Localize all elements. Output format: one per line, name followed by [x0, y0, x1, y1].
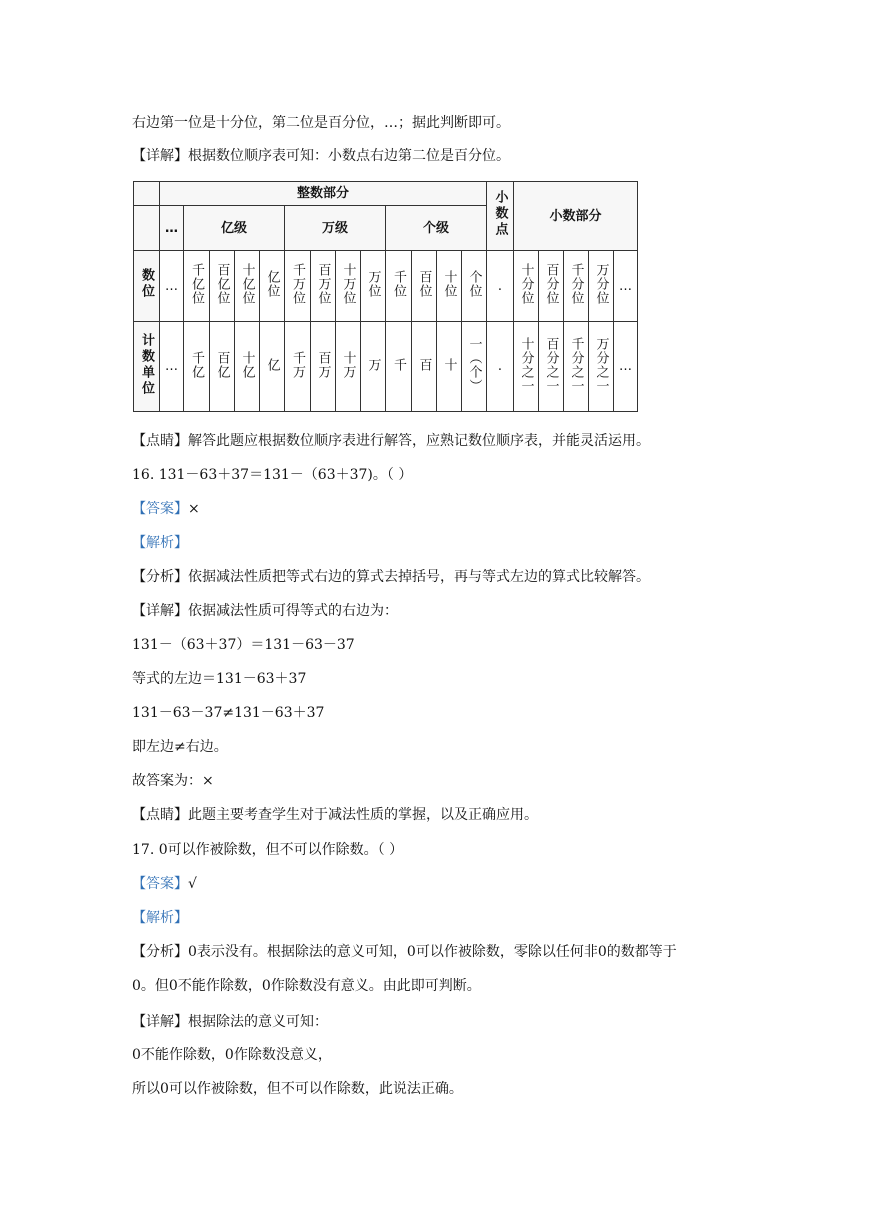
detail-text: 根据数位顺序表可知：小数点右边第二位是百分位。 — [188, 148, 510, 164]
tip-text: 解答此题应根据数位顺序表进行解答，应熟记数位顺序表，并能灵活运用。 — [188, 433, 650, 449]
place-cell: 千位 — [391, 270, 406, 298]
place-cell: 十万位 — [340, 263, 356, 305]
analysis-line-cont: 0。但0不能作除数，0作除数没有意义。由此即可判断。 — [132, 978, 481, 994]
analysis-tag: 【解析】 — [132, 910, 188, 926]
analysis-line — [132, 567, 650, 587]
detail-tag: 【详解】 — [132, 148, 188, 164]
detail-tag: 【详解】 — [132, 603, 188, 619]
unit-cell: 千亿 — [189, 350, 204, 379]
answer-line — [132, 874, 197, 894]
analysis-line — [132, 942, 677, 962]
step-line: 131－（63＋37）＝131－63－37 — [132, 637, 355, 653]
step-line: 即左边≠右边。 — [132, 739, 228, 755]
place-value-table — [133, 181, 638, 412]
place-cell: 百亿位 — [214, 263, 230, 305]
step-line: 故答案为：× — [132, 773, 214, 789]
decimal-place-cell: 万分位 — [593, 263, 609, 305]
tip-line — [132, 431, 650, 451]
detail-line — [132, 601, 398, 621]
decimal-place-cell: 千分位 — [568, 263, 584, 305]
detail-line — [132, 146, 510, 166]
question-17: 17. 0可以作被除数，但不可以作除数。（ ） — [132, 842, 404, 858]
row-label-place: 数位 — [139, 268, 154, 300]
unit-cell: 一（个） — [466, 336, 482, 393]
unit-cell: 百万 — [315, 350, 331, 379]
decimal-point-header: 小数点 — [492, 190, 508, 238]
tip-line — [132, 805, 538, 825]
tip-tag: 【点睛】 — [132, 807, 188, 823]
place-cell: 千万位 — [290, 263, 305, 305]
unit-cell: 百 — [416, 357, 432, 372]
decimal-unit-cell: 百分之一 — [543, 336, 559, 393]
ellipsis: … — [614, 322, 638, 412]
step-line: 0不能作除数，0作除数没意义， — [132, 1047, 332, 1063]
answer-value: √ — [188, 876, 197, 892]
ellipsis: … — [160, 251, 184, 322]
step-line: 131－63－37≠131－63＋37 — [132, 705, 325, 721]
fenxi-tag: 【分析】 — [132, 569, 188, 585]
place-cell: 万位 — [365, 270, 381, 298]
place-cell: 百万位 — [315, 263, 331, 305]
analysis-tag: 【解析】 — [132, 535, 188, 551]
ellipsis: … — [614, 251, 638, 322]
integer-part-header: 整数部分 — [160, 182, 487, 206]
tip-tag: 【点睛】 — [132, 433, 188, 449]
step-line: 等式的左边＝131－63＋37 — [132, 671, 307, 687]
place-cell: 亿位 — [264, 270, 280, 298]
fenxi-tag: 【分析】 — [132, 944, 188, 960]
detail-text: 依据减法性质可得等式的右边为： — [188, 603, 398, 619]
fenxi-text: 0表示没有。根据除法的意义可知，0可以作被除数，零除以任何非0的数都等于 — [188, 944, 677, 960]
ellipsis: … — [160, 206, 184, 251]
decimal-place-cell: 十分位 — [518, 263, 534, 305]
point-cell: . — [487, 322, 514, 412]
unit-cell: 亿 — [264, 357, 280, 372]
place-cell: 十亿位 — [239, 263, 255, 305]
group-ge: 个级 — [386, 206, 487, 251]
unit-cell: 百亿 — [214, 350, 230, 379]
answer-tag: 【答案】 — [132, 501, 188, 517]
unit-cell: 十万 — [340, 350, 356, 379]
unit-cell: 十 — [441, 357, 457, 372]
fenxi-text: 依据减法性质把等式右边的算式去掉括号，再与等式左边的算式比较解答。 — [188, 569, 650, 585]
place-cell: 百位 — [416, 270, 432, 298]
decimal-unit-cell: 万分之一 — [593, 336, 609, 393]
unit-cell: 千万 — [290, 350, 305, 379]
answer-line — [132, 499, 200, 519]
step-line: 所以0可以作被除数，但不可以作除数，此说法正确。 — [132, 1081, 463, 1097]
place-cell: 个位 — [466, 270, 482, 298]
decimal-place-cell: 百分位 — [543, 263, 559, 305]
point-cell: . — [487, 251, 514, 322]
question-16: 16. 131－63＋37＝131－（63＋37)。（ ） — [132, 467, 413, 483]
place-cell: 十位 — [441, 270, 457, 298]
detail-tag: 【详解】 — [132, 1014, 188, 1030]
row-label-unit: 计数单位 — [139, 332, 154, 397]
ellipsis: … — [160, 322, 184, 412]
unit-cell: 千 — [391, 357, 406, 372]
place-cell: 千亿位 — [189, 263, 204, 305]
decimal-unit-cell: 千分之一 — [568, 336, 584, 393]
decimal-part-header: 小数部分 — [514, 182, 638, 251]
tip-text: 此题主要考查学生对于减法性质的掌握，以及正确应用。 — [188, 807, 538, 823]
unit-cell: 十亿 — [239, 350, 255, 379]
group-wan: 万级 — [285, 206, 386, 251]
detail-line — [132, 1012, 328, 1032]
text-line: 右边第一位是十分位，第二位是百分位，…；据此判断即可。 — [132, 115, 510, 131]
unit-cell: 万 — [365, 357, 381, 372]
group-yi: 亿级 — [184, 206, 285, 251]
answer-value: × — [188, 501, 200, 517]
detail-text: 根据除法的意义可知： — [188, 1014, 328, 1030]
answer-tag: 【答案】 — [132, 876, 188, 892]
decimal-unit-cell: 十分之一 — [518, 336, 534, 393]
